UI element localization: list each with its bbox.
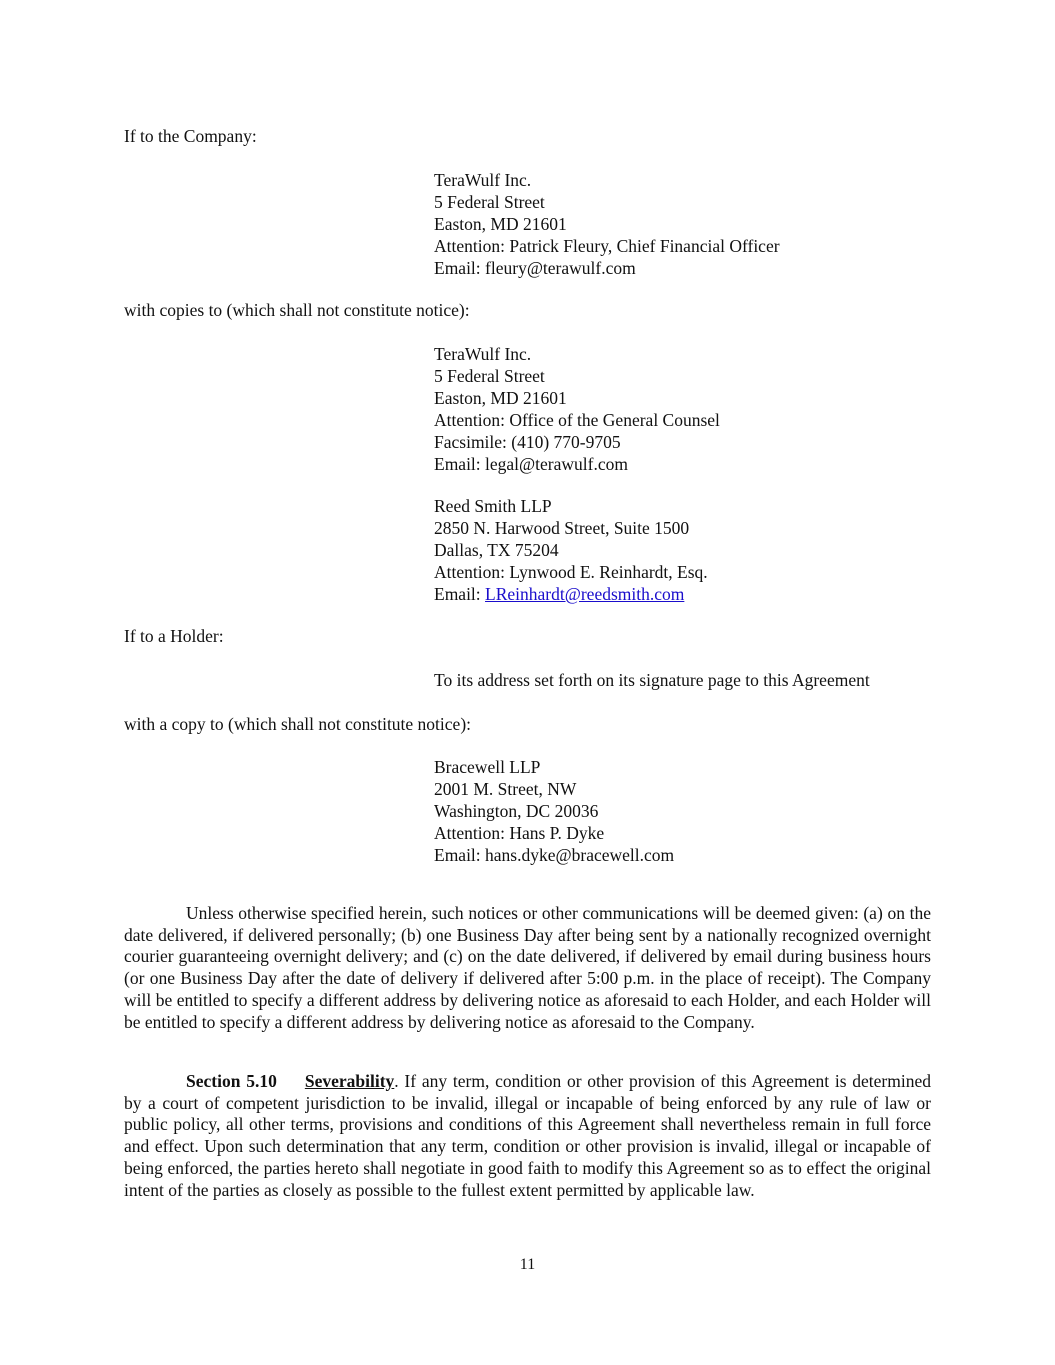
section-5-10: [124, 1071, 931, 1201]
notice-paragraph-text: Unless otherwise specified herein, such notices or other communications will be deemed given: (a) on the date delivered, if delivered personally; (b) one Business Day after being sent by a nationally recognized overnight courier guaranteeing overnight delivery; and (c) on the date delivered, if delivered by email during business hours (or one Business Day after the date of delivery if delivered after 5:00 p.m. in the place of receipt). The Company will be entitled to specify a different address by delivering notice as aforesaid to each Holder, and each Holder will be entitled to specify a different address by delivering notice as aforesaid to the Company.: [124, 903, 931, 1032]
address-street: 2001 M. Street, NW: [434, 779, 577, 799]
address-attention: Attention: Hans P. Dyke: [434, 823, 605, 843]
company-copy-2-block: [434, 495, 708, 605]
address-email: Email: hans.dyke@bracewell.com: [434, 845, 675, 865]
address-city: Easton, MD 21601: [434, 214, 567, 234]
holder-heading: If to a Holder:: [124, 626, 224, 646]
address-name: TeraWulf Inc.: [434, 344, 532, 364]
address-email: Email: fleury@terawulf.com: [434, 258, 636, 278]
address-attention: Attention: Office of the General Counsel: [434, 410, 720, 430]
address-city: Dallas, TX 75204: [434, 540, 559, 560]
address-email: Email: legal@terawulf.com: [434, 454, 628, 474]
address-street: 5 Federal Street: [434, 366, 545, 386]
section-title: Severability: [304, 1071, 395, 1091]
address-name: Reed Smith LLP: [434, 496, 552, 516]
address-name: Bracewell LLP: [434, 757, 541, 777]
section-text: . If any term, condition or other provision of this Agreement is determined by a court of competent jurisdiction to be invalid, illegal or incapable of being enforced by any rule of law or public policy, all other terms, provisions and conditions of this Agreement shall nevertheless remain in full force and effect. Upon such determination that any term, condition or other provision is invalid, illegal or incapable of being enforced, the parties hereto shall negotiate in good faith to modify this Agreement so as to effect the original intent of the parties as closely as possible to the fullest extent permitted by applicable law.: [124, 1071, 931, 1200]
company-address-block: [434, 169, 780, 279]
address-street: 5 Federal Street: [434, 192, 545, 212]
holder-address: To its address set forth on its signature page to this Agreement: [434, 670, 870, 690]
address-city: Easton, MD 21601: [434, 388, 567, 408]
holder-copy-block: [434, 756, 674, 866]
address-city: Washington, DC 20036: [434, 801, 599, 821]
address-name: TeraWulf Inc.: [434, 170, 532, 190]
notice-paragraph: [124, 903, 931, 1033]
page-number: 11: [519, 1256, 536, 1273]
email-label: Email:: [434, 584, 486, 604]
section-number: Section 5.10: [186, 1071, 277, 1091]
company-copies-heading: with copies to (which shall not constitute notice):: [124, 300, 470, 320]
company-heading: If to the Company:: [124, 126, 257, 146]
email-link[interactable]: LReinhardt@reedsmith.com: [485, 584, 685, 604]
holder-copy-heading: with a copy to (which shall not constitute notice):: [124, 714, 472, 734]
address-attention: Attention: Patrick Fleury, Chief Financial Officer: [434, 236, 780, 256]
company-copy-1-block: [434, 343, 720, 475]
address-street: 2850 N. Harwood Street, Suite 1500: [434, 518, 690, 538]
address-facsimile: Facsimile: (410) 770-9705: [434, 432, 621, 452]
address-attention: Attention: Lynwood E. Reinhardt, Esq.: [434, 562, 708, 582]
address-email-line: [434, 583, 708, 605]
